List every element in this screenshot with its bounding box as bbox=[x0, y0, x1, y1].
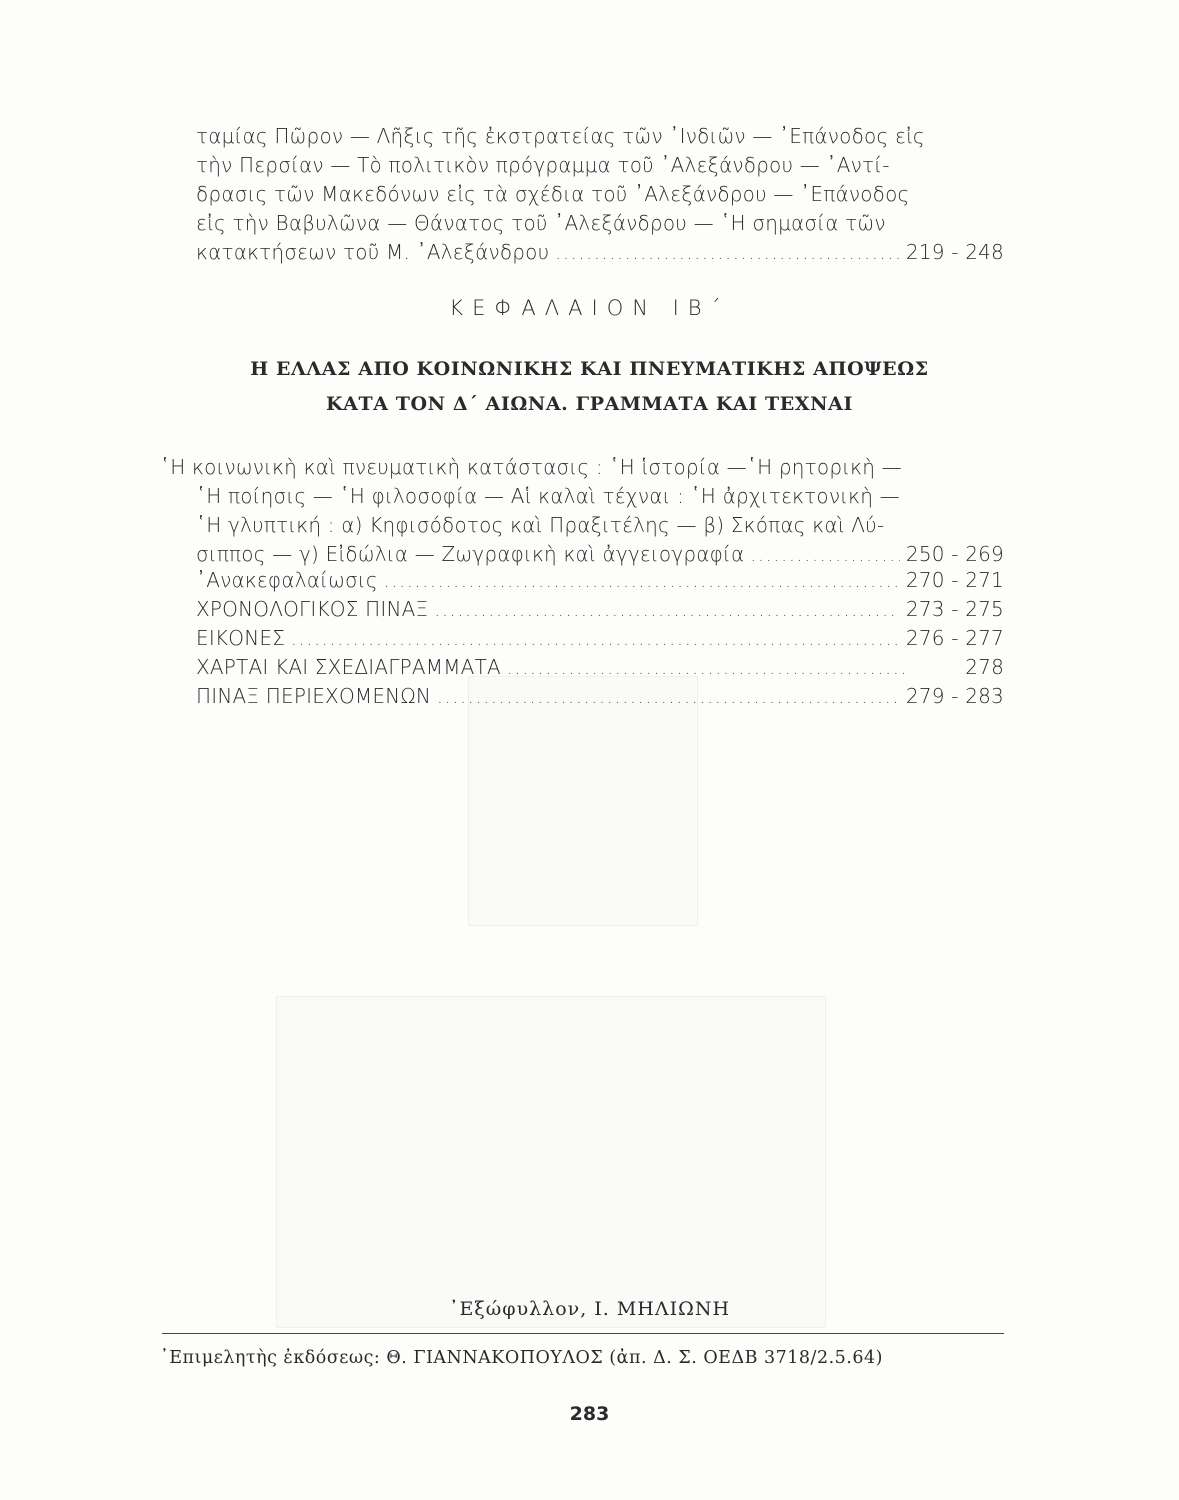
entry-line bbox=[196, 209, 1004, 238]
toc-row bbox=[196, 595, 1004, 624]
cover-credit: ᾿Εξώφυλλον, Ι. ΜΗΛΙΩΝΗ bbox=[448, 1298, 731, 1320]
entry-text: ταμίας Πῶρον — Λῆξις τῆς ἐκστρατείας τῶν ᾿Ινδιῶν — ᾿Επάνοδος εἰς bbox=[196, 124, 925, 148]
page-range: 278 bbox=[965, 655, 1004, 679]
entry-line bbox=[196, 180, 1004, 209]
dot-leader bbox=[384, 567, 900, 596]
show-through-shadow bbox=[276, 996, 826, 1328]
chapter-title-line-2: ΚΑΤΑ ΤΟΝ Δ΄ ΑΙΩΝΑ. ΓΡΑΜΜΑΤΑ ΚΑΙ ΤΕΧΝΑΙ bbox=[326, 393, 853, 415]
entry-text: κατακτήσεων τοῦ Μ. ᾿Αλεξάνδρου bbox=[196, 240, 550, 264]
toc-entry-chapter bbox=[160, 453, 1004, 569]
page-range: 250 - 269 bbox=[905, 542, 1004, 566]
entry-line bbox=[160, 453, 1004, 482]
toc-row-label: ΧΑΡΤΑΙ ΚΑΙ ΣΧΕΔΙΑΓΡΑΜΜΑΤΑ bbox=[196, 655, 501, 679]
page-range: 219 - 248 bbox=[905, 240, 1004, 264]
dot-leader bbox=[434, 596, 900, 625]
entry-line bbox=[196, 238, 1004, 267]
entry-line bbox=[196, 151, 1004, 180]
toc-row bbox=[196, 682, 1004, 711]
page-range: 270 - 271 bbox=[905, 568, 1004, 592]
toc-row-label: ΠΙΝΑΞ ΠΕΡΙΕΧΟΜΕΝΩΝ bbox=[196, 684, 431, 708]
toc-row bbox=[196, 566, 1004, 595]
page-range: 279 - 283 bbox=[905, 684, 1004, 708]
dot-leader bbox=[555, 239, 900, 268]
entry-text: ῾Η κοινωνικὴ καὶ πνευματικὴ κατάστασις : ῾Η ἱστορία —῾Η ρητορικὴ — bbox=[160, 455, 902, 479]
entry-text: εἰς τὴν Βαβυλῶνα — Θάνατος τοῦ ᾿Αλεξάνδρου — ῾Η σημασία τῶν bbox=[196, 211, 886, 235]
entry-text: ῾Η ποίησις — ῾Η φιλοσοφία — Αἱ καλαὶ τέχναι : ῾Η ἀρχιτεκτονικὴ — bbox=[196, 484, 900, 508]
entry-line bbox=[160, 511, 1004, 540]
entry-text: τὴν Περσίαν — Τὸ πολιτικὸν πρόγραμμα τοῦ ᾿Αλεξάνδρου — ᾿Αντί- bbox=[196, 153, 890, 177]
entry-line bbox=[160, 540, 1004, 569]
show-through-shadow bbox=[468, 676, 698, 926]
dot-leader bbox=[291, 625, 900, 654]
toc-row-label: ΕΙΚΟΝΕΣ bbox=[196, 626, 286, 650]
page-number: 283 bbox=[569, 1403, 610, 1425]
chapter-title-line-1: Η ΕΛΛΑΣ ΑΠΟ ΚΟΙΝΩΝΙΚΗΣ ΚΑΙ ΠΝΕΥΜΑΤΙΚΗΣ ΑΠΟΨΕΩΣ bbox=[250, 358, 929, 380]
entry-line bbox=[196, 122, 1004, 151]
page-range: 276 - 277 bbox=[905, 626, 1004, 650]
entry-text: σιππος — γ) Εἰδώλια — Ζωγραφικὴ καὶ ἀγγειογραφία bbox=[196, 542, 745, 566]
toc-row bbox=[196, 653, 1004, 682]
dot-leader bbox=[507, 654, 906, 683]
toc-row-label: ΧΡΟΝΟΛΟΓΙΚΟΣ ΠΙΝΑΞ bbox=[196, 597, 429, 621]
toc-back-matter bbox=[196, 566, 1004, 711]
editor-credit: ᾿Επιμελητὴς ἐκδόσεως: Θ. ΓΙΑΝΝΑΚΟΠΟΥΛΟΣ (ἀπ. Δ. Σ. ΟΕΔΒ 3718/2.5.64) bbox=[160, 1348, 883, 1368]
toc-row bbox=[196, 624, 1004, 653]
toc-row-label: ᾿Ανακεφαλαίωσις bbox=[196, 568, 378, 592]
dot-leader bbox=[437, 683, 900, 712]
chapter-label: ΚΕΦΑΛΑΙΟΝ ΙΒ΄ bbox=[449, 296, 730, 320]
page-range: 273 - 275 bbox=[905, 597, 1004, 621]
toc-entry-continuation bbox=[196, 122, 1004, 267]
entry-text: ῾Η γλυπτική : α) Κηφισόδοτος καὶ Πραξιτέλης — β) Σκόπας καὶ Λύ- bbox=[196, 513, 885, 537]
entry-line bbox=[160, 482, 1004, 511]
entry-text: δρασις τῶν Μακεδόνων εἰς τὰ σχέδια τοῦ ᾿Αλεξάνδρου — ᾿Επάνοδος bbox=[196, 182, 910, 206]
footer-divider bbox=[162, 1333, 1004, 1334]
